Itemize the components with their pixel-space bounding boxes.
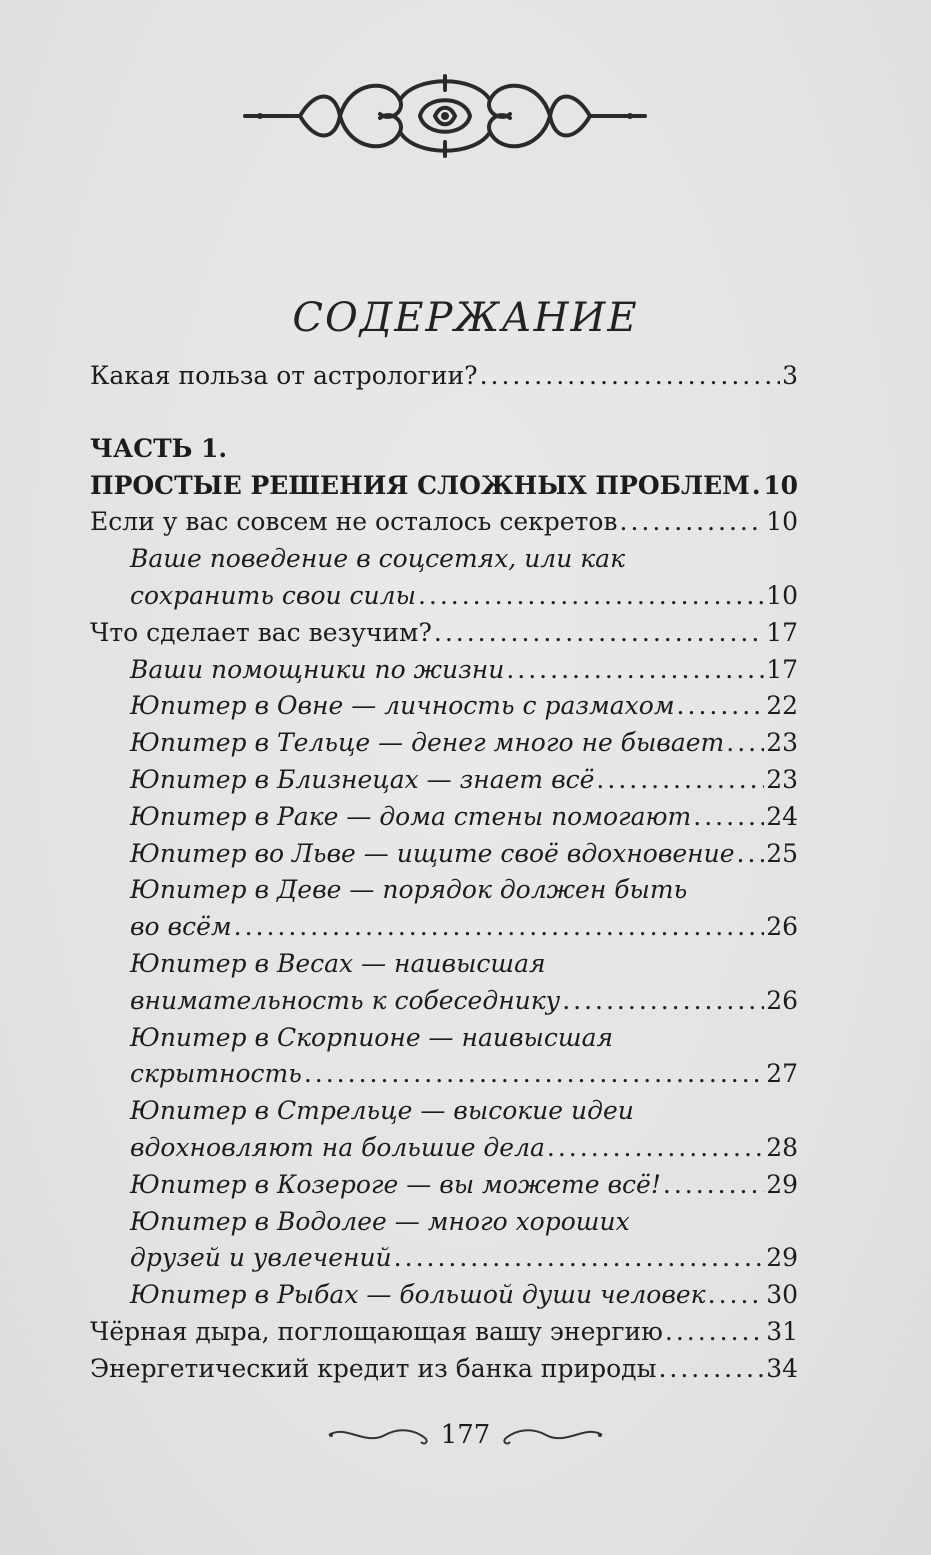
toc-entry-page: 10 [766,507,798,537]
toc-entry-label: Ваши помощники по жизни [130,654,505,684]
dot-leader [434,615,764,652]
toc-entry-label: Если у вас совсем не осталось секретов [90,507,618,537]
toc-entry-label: внимательность к собеседнику [130,985,561,1015]
toc-entry [90,909,798,946]
toc-entry-label: Чёрная дыра, поглощающая вашу энергию [90,1316,663,1346]
dot-leader [737,836,765,873]
dot-leader [418,578,764,615]
toc-entry-page: 26 [766,912,798,942]
toc-entry-label: ПРОСТЫЕ РЕШЕНИЯ СЛОЖНЫХ ПРОБЛЕМ [90,470,750,500]
toc-entry-label: Юпитер во Льве — ищите своё вдохновение [130,838,735,868]
dot-leader [394,1240,765,1277]
dot-leader [304,1056,764,1093]
toc-entry [90,541,798,578]
toc-entry-label: Что сделает вас везучим? [90,617,432,647]
toc-entry [90,1314,798,1351]
toc-entry-page: 17 [766,617,798,647]
toc-entry [90,762,798,799]
toc-entry-page: 10 [763,470,798,500]
toc-entry-label: вдохновляют на большие дела [130,1132,545,1162]
toc-entry [90,1020,798,1057]
toc-entry-page: 31 [766,1316,798,1346]
toc-entry [90,615,798,652]
toc-entry-label: Юпитер в Раке — дома стены помогают [130,801,692,831]
toc-entry [90,652,798,689]
toc-entry [90,946,798,983]
toc-entry-label: Ваше поведение в соцсетях, или как [130,544,626,574]
ornament-icon [240,70,650,162]
toc-entry-page: 27 [766,1059,798,1089]
toc-entry [90,725,798,762]
toc-entry-label: Юпитер в Скорпионе — наивысшая [130,1022,614,1052]
toc-entry [90,1167,798,1204]
toc-entry-page: 10 [766,580,798,610]
toc-entry-label: Какая польза от астрологии? [90,361,478,390]
toc-entry-page: 28 [766,1132,798,1162]
dot-leader [658,1351,764,1388]
toc-entry [90,1240,798,1277]
toc-entry-label: Юпитер в Стрельце — высокие идеи [130,1096,634,1126]
toc-entry-label: Юпитер в Тельце — денег много не бывает [130,728,725,758]
toc-entry-label: Энергетический кредит из банка природы [90,1353,657,1383]
toc-entry-label: Юпитер в Рыбах — большой души человек [130,1280,706,1310]
dot-leader [708,1277,765,1314]
toc-entry [90,468,798,505]
toc-entry-page: 24 [766,801,798,831]
toc-entry-page: 34 [766,1353,798,1383]
dot-leader [506,652,764,689]
toc-entry [90,504,798,541]
toc-entry-page: 29 [766,1169,798,1199]
page-title: СОДЕРЖАНИЕ [292,294,639,341]
toc-entry [90,1277,798,1314]
toc-entry-page: 26 [766,985,798,1015]
dot-leader [547,1130,764,1167]
toc-entry [90,799,798,836]
dot-leader [562,983,764,1020]
dot-leader [693,799,764,836]
dot-leader [665,1314,764,1351]
toc-entry [90,836,798,873]
toc-entry [90,358,798,395]
toc-entry [90,1093,798,1130]
toc-entry [90,431,798,468]
flourish-icon [325,1420,435,1450]
page-footer [0,1420,931,1450]
dot-leader [234,909,765,946]
dot-leader [480,358,781,395]
toc-entry-page: 30 [766,1280,798,1310]
toc-entry-label: ЧАСТЬ 1. [90,433,228,463]
toc-entry-page: 23 [766,728,798,758]
toc-entry-label: Юпитер в Деве — порядок должен быть [130,875,688,905]
toc-entry-label: скрытность [130,1059,302,1089]
toc-entry-page: 25 [766,838,798,868]
toc-entry-label: Юпитер в Весах — наивысшая [130,948,546,978]
table-of-contents [90,358,798,1388]
toc-entry-label: Юпитер в Водолее — много хороших [130,1206,630,1236]
toc-entry [90,872,798,909]
toc-entry [90,578,798,615]
toc-entry-page: 23 [766,764,798,794]
toc-entry-page: 22 [766,691,798,721]
dot-leader [663,1167,764,1204]
toc-entry-page: 3 [782,361,798,390]
toc-entry-page: 17 [766,654,798,684]
toc-entry-label: сохранить свои силы [130,580,416,610]
dot-leader [620,504,765,541]
dot-leader [596,762,764,799]
dot-leader [752,468,761,505]
toc-entry [90,1130,798,1167]
page-number: 177 [440,1420,491,1450]
toc-entry-label: Юпитер в Овне — личность с размахом [130,691,675,721]
toc-entry [90,688,798,725]
toc-entry-label: друзей и увлечений [130,1243,392,1273]
flourish-icon [496,1420,606,1450]
toc-entry-label: Юпитер в Близнецах — знает всё [130,764,595,794]
dot-leader [726,725,764,762]
toc-entry [90,1056,798,1093]
toc-entry-label: во всём [130,912,232,942]
toc-entry [90,983,798,1020]
toc-entry-label: Юпитер в Козероге — вы можете всё! [130,1169,661,1199]
toc-entry [90,1351,798,1388]
dot-leader [677,688,765,725]
toc-entry [90,1204,798,1241]
toc-entry-page: 29 [766,1243,798,1273]
